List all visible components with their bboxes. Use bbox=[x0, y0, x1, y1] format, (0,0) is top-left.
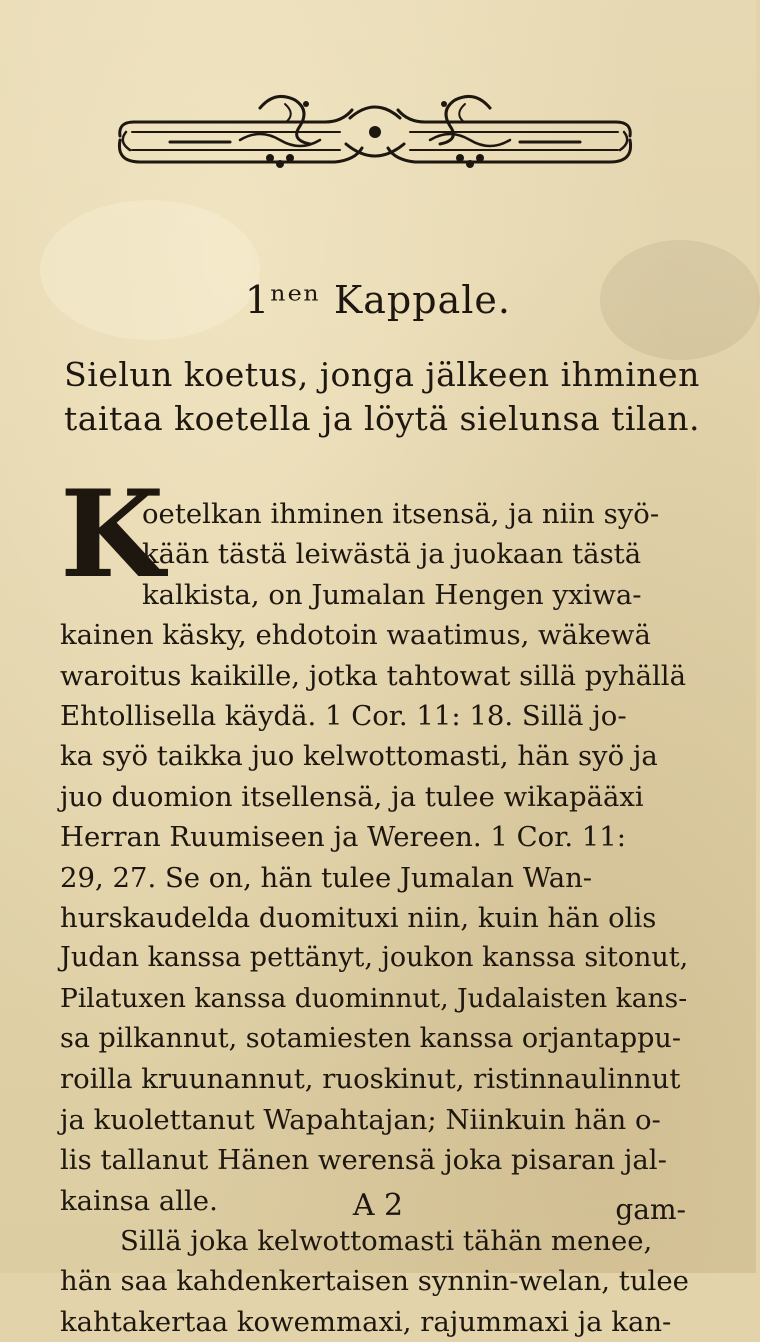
text-line: 29, 27. Se on, hän tulee Jumalan Wan- bbox=[60, 861, 593, 894]
subtitle-line: taitaa koetella ja löytä sielunsa tilan. bbox=[64, 399, 700, 438]
text-line: ja kuolettanut Wapahtajan; Niinkuin hän o- bbox=[60, 1103, 661, 1136]
text-line: ka syö taikka juo kelwottomasti, hän syö ja bbox=[60, 740, 658, 773]
text-line: Judan kanssa pettänyt, joukon kanssa sitonut, bbox=[60, 942, 689, 974]
text-line: roilla kruunannut, ruoskinut, ristinnaulinnut bbox=[60, 1063, 681, 1096]
text-line: Sillä joka kelwottomasti tähän menee, bbox=[120, 1225, 653, 1258]
text-line: waroitus kaikille, jotka tahtowat sillä pyhällä bbox=[60, 659, 687, 692]
text-line: kään tästä leiwästä ja juokaan tästä bbox=[142, 538, 642, 571]
text-line: hän saa kahdenkertaisen synnin-welan, tulee bbox=[60, 1265, 689, 1298]
subtitle-line: Sielun koetus, jonga jälkeen ihminen bbox=[64, 355, 700, 394]
text-line: kainsa alle. bbox=[60, 1184, 218, 1217]
decorative-headpiece bbox=[110, 88, 640, 180]
text-line: kainen käsky, ehdotoin waatimus, wäkewä bbox=[60, 619, 651, 652]
text-line: lis tallanut Hänen werensä joka pisaran jal- bbox=[60, 1144, 667, 1177]
text-line: juo duomion itsellensä, ja tulee wikapääxi bbox=[60, 780, 644, 813]
text-line: Pilatuxen kanssa duominnut, Judalaisten kans- bbox=[60, 982, 688, 1014]
text-line: kalkista, on Jumalan Hengen yxiwa- bbox=[142, 578, 642, 611]
chapter-heading: 1ⁿᵉⁿ Kappale. bbox=[245, 278, 511, 322]
text-line: oetelkan ihminen itsensä, ja niin syö- bbox=[142, 498, 660, 530]
text-line: kahtakertaa kowemmaxi, rajummaxi ja kan- bbox=[60, 1305, 672, 1338]
signature-mark: A 2 bbox=[352, 1188, 404, 1223]
drop-cap: K bbox=[60, 464, 165, 605]
text-line: sa pilkannut, sotamiesten kanssa orjantappu- bbox=[60, 1023, 681, 1055]
text-line: Herran Ruumiseen ja Wereen. 1 Cor. 11: bbox=[60, 821, 627, 854]
text-line: Ehtollisella käydä. 1 Cor. 11: 18. Sillä jo- bbox=[60, 699, 627, 732]
text-line: hurskaudelda duomituxi niin, kuin hän olis bbox=[60, 901, 657, 934]
catchword: gam- bbox=[615, 1193, 686, 1226]
chapter-subtitle bbox=[52, 353, 712, 441]
